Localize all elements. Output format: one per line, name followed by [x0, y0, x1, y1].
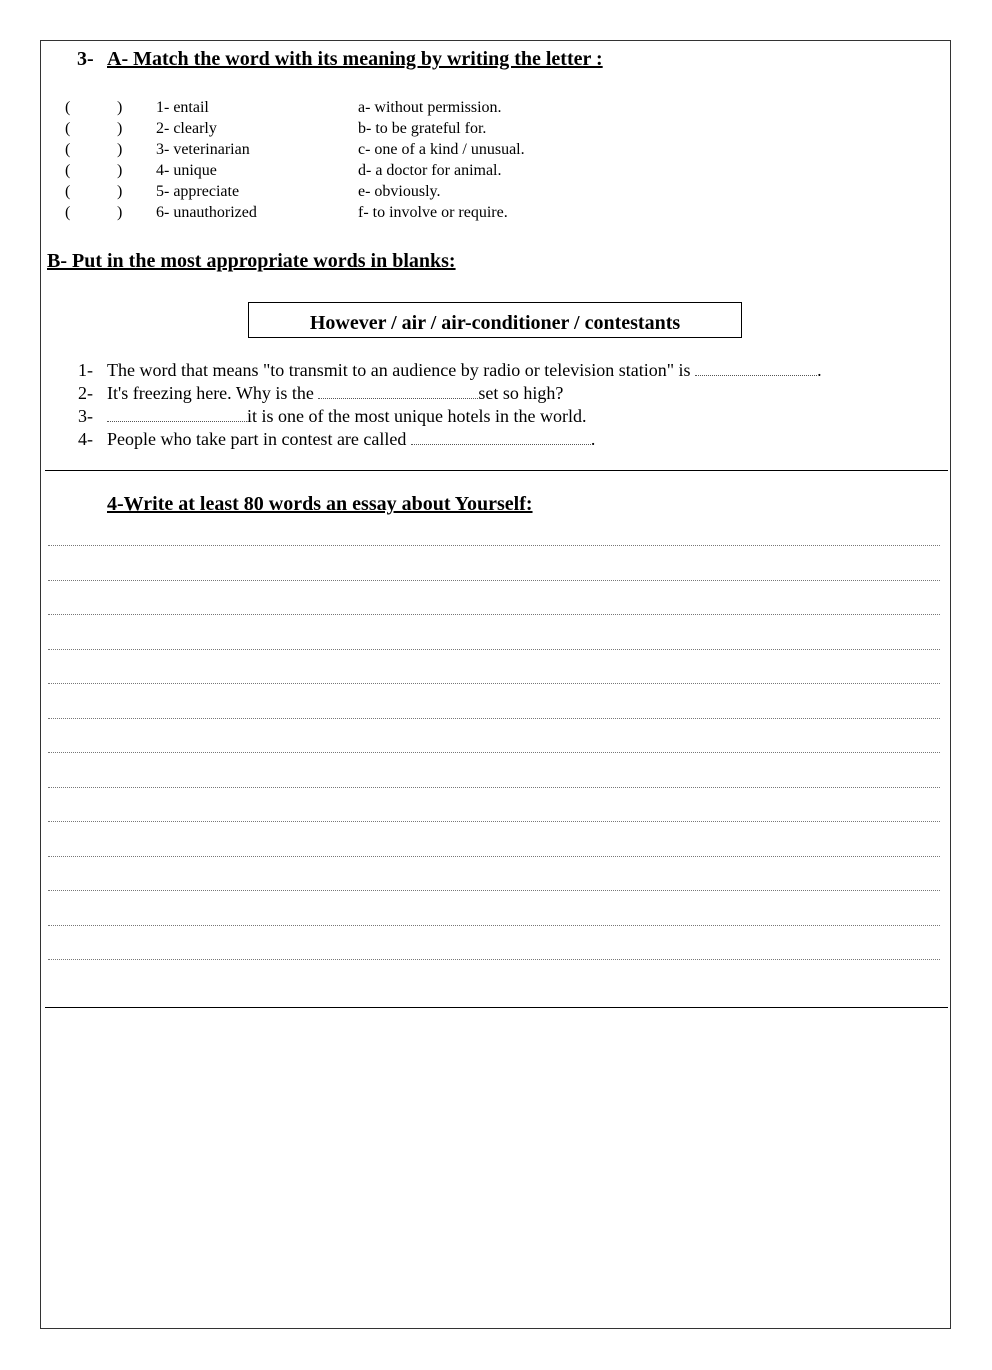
answer-slot[interactable]: [78, 181, 114, 201]
essay-line[interactable]: [48, 787, 940, 788]
section-b-title: B- Put in the most appropriate words in blanks:: [47, 250, 456, 272]
section-a-title: A- Match the word with its meaning by writing the letter :: [107, 48, 603, 70]
match-meaning: c- one of a kind / unusual.: [358, 141, 525, 158]
item-text-before: The word that means "to transmit to an audience by radio or television station" is: [107, 360, 696, 380]
answer-blank[interactable]: [318, 384, 478, 399]
answer-slot[interactable]: [78, 139, 114, 159]
match-word: 6- unauthorized: [156, 204, 257, 221]
item-number: 1-: [78, 360, 93, 380]
paren-open: (: [65, 99, 71, 116]
match-word: 2- clearly: [156, 120, 217, 137]
item-text-before: It's freezing here. Why is the: [107, 383, 319, 403]
item-text-after: .: [817, 360, 822, 380]
answer-slot[interactable]: [78, 97, 114, 117]
item-text-after: it is one of the most unique hotels in the world.: [247, 406, 587, 426]
answer-slot[interactable]: [78, 118, 114, 138]
essay-line[interactable]: [48, 821, 940, 822]
item-number: 2-: [78, 383, 93, 403]
answer-slot[interactable]: [78, 202, 114, 222]
item-number: 3-: [78, 406, 93, 426]
match-meaning: e- obviously.: [358, 183, 441, 200]
paren-close: ): [117, 162, 123, 179]
page-border: [40, 40, 951, 1329]
essay-line[interactable]: [48, 545, 940, 546]
answer-blank[interactable]: [411, 430, 591, 445]
essay-line[interactable]: [48, 683, 940, 684]
match-word: 1- entail: [156, 99, 209, 116]
match-word: 5- appreciate: [156, 183, 240, 200]
match-meaning: f- to involve or require.: [358, 204, 508, 221]
paren-open: (: [65, 141, 71, 158]
section-divider: [45, 1007, 948, 1008]
essay-line[interactable]: [48, 752, 940, 753]
essay-title: 4-Write at least 80 words an essay about Yourself:: [107, 493, 533, 515]
paren-open: (: [65, 120, 71, 137]
essay-line[interactable]: [48, 890, 940, 891]
match-word: 3- veterinarian: [156, 141, 250, 158]
section-divider: [45, 470, 948, 471]
word-bank-box: However / air / air-conditioner / contestants: [248, 302, 742, 338]
paren-close: ): [117, 204, 123, 221]
paren-close: ): [117, 99, 123, 116]
essay-line[interactable]: [48, 959, 940, 960]
essay-line[interactable]: [48, 718, 940, 719]
match-meaning: b- to be grateful for.: [358, 120, 487, 137]
essay-line[interactable]: [48, 580, 940, 581]
match-meaning: d- a doctor for animal.: [358, 162, 502, 179]
match-meaning: a- without permission.: [358, 99, 502, 116]
essay-line[interactable]: [48, 856, 940, 857]
answer-blank[interactable]: [107, 407, 247, 422]
paren-open: (: [65, 204, 71, 221]
item-number: 4-: [78, 429, 93, 449]
paren-close: ): [117, 120, 123, 137]
match-word: 4- unique: [156, 162, 217, 179]
item-text-after: set so high?: [478, 383, 564, 403]
essay-line[interactable]: [48, 614, 940, 615]
paren-open: (: [65, 183, 71, 200]
answer-blank[interactable]: [695, 361, 817, 376]
essay-line[interactable]: [48, 925, 940, 926]
paren-close: ): [117, 183, 123, 200]
paren-close: ): [117, 141, 123, 158]
paren-open: (: [65, 162, 71, 179]
item-text-after: .: [590, 429, 596, 449]
answer-slot[interactable]: [78, 160, 114, 180]
item-text-before: People who take part in contest are called: [107, 429, 411, 449]
question-number: 3-: [77, 48, 94, 70]
essay-line[interactable]: [48, 649, 940, 650]
